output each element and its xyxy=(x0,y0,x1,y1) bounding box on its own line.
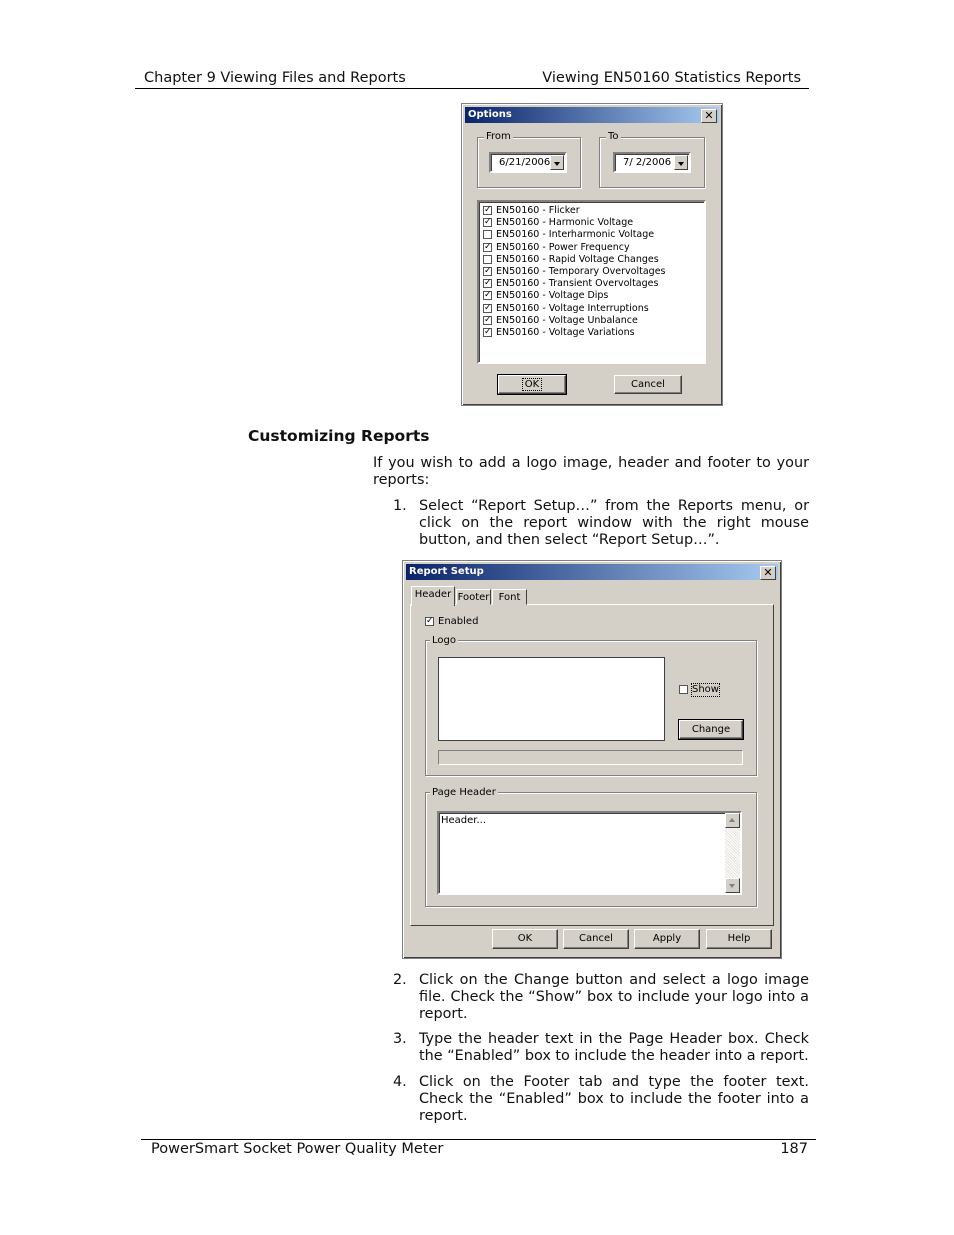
step-text: Click on the Footer tab and type the footer text. Check the “Enabled” box to include the footer into a report. xyxy=(419,1074,809,1124)
list-item xyxy=(393,498,809,549)
enabled-label: Enabled xyxy=(438,616,479,627)
item-label: EN50160 - Voltage Variations xyxy=(496,327,635,338)
item-label: EN50160 - Voltage Unbalance xyxy=(496,314,638,326)
checkbox[interactable] xyxy=(483,291,492,300)
scrollbar[interactable] xyxy=(725,813,740,893)
page-number: 187 xyxy=(780,1141,808,1157)
step-text: Select “Report Setup…” from the Reports menu, or click on the report window with the right mouse button, and then select “Report Setup…”. xyxy=(419,498,809,548)
to-label: To xyxy=(608,131,619,142)
step-number: 2. xyxy=(393,972,407,988)
tab-header[interactable]: Header xyxy=(411,586,455,606)
item-label: EN50160 - Voltage Interruptions xyxy=(496,302,649,314)
checkbox[interactable] xyxy=(483,267,492,276)
list-item xyxy=(393,972,809,1023)
item-label: EN50160 - Transient Overvoltages xyxy=(496,278,659,290)
header-text-area[interactable] xyxy=(437,811,742,895)
chevron-down-icon[interactable] xyxy=(550,155,564,170)
change-button[interactable]: Change xyxy=(679,720,743,739)
chapter-title: Chapter 9 Viewing Files and Reports xyxy=(144,70,406,86)
header-text: Header... xyxy=(441,815,487,826)
checkbox[interactable] xyxy=(483,316,492,325)
step-text: Click on the Change button and select a logo image file. Check the “Show” box to include your logo into a report. xyxy=(419,972,809,1022)
scroll-down-icon[interactable] xyxy=(725,878,740,893)
report-setup-titlebar xyxy=(406,564,778,580)
checkbox[interactable] xyxy=(483,328,492,337)
report-setup-title: Report Setup xyxy=(409,566,484,577)
section-title: Viewing EN50160 Statistics Reports xyxy=(542,70,801,86)
tab-footer[interactable]: Footer xyxy=(456,589,491,605)
logo-preview xyxy=(438,657,665,741)
checkbox[interactable] xyxy=(483,206,492,215)
report-items-listbox[interactable] xyxy=(477,200,706,364)
checkbox[interactable] xyxy=(483,230,492,239)
show-checkbox[interactable] xyxy=(679,685,688,694)
logo-group-label: Logo xyxy=(432,635,456,646)
ok-button[interactable]: OK xyxy=(492,929,558,949)
header-rule xyxy=(135,88,809,89)
list-item xyxy=(393,1074,809,1124)
to-date-value: 7/ 2/2006 xyxy=(623,157,672,168)
checkbox[interactable] xyxy=(483,304,492,313)
item-label: EN50160 - Harmonic Voltage xyxy=(496,217,634,229)
to-date-combo[interactable] xyxy=(613,152,691,173)
apply-button[interactable]: Apply xyxy=(634,929,700,949)
footer-title: PowerSmart Socket Power Quality Meter xyxy=(151,1141,444,1157)
scroll-up-icon[interactable] xyxy=(725,813,740,828)
cancel-button[interactable]: Cancel xyxy=(563,929,629,949)
close-icon[interactable]: ✕ xyxy=(760,566,776,580)
options-dialog xyxy=(461,103,723,406)
item-label: EN50160 - Temporary Overvoltages xyxy=(496,266,666,277)
item-label: EN50160 - Power Frequency xyxy=(496,241,630,253)
item-label: EN50160 - Rapid Voltage Changes xyxy=(496,253,659,265)
from-date-value: 6/21/2006 xyxy=(499,157,551,168)
options-titlebar xyxy=(465,107,719,123)
footer-rule xyxy=(141,1139,816,1140)
help-button[interactable]: Help xyxy=(706,929,772,949)
checkbox[interactable] xyxy=(483,279,492,288)
step-number: 4. xyxy=(393,1074,407,1090)
cancel-button[interactable]: Cancel xyxy=(614,375,682,394)
report-setup-dialog xyxy=(402,560,782,959)
ok-button[interactable]: OK xyxy=(498,375,566,394)
step-text: Type the header text in the Page Header box. Check the “Enabled” box to include the header into a report. xyxy=(419,1031,809,1064)
logo-path-field xyxy=(438,750,743,765)
checkbox[interactable] xyxy=(483,218,492,227)
item-label: EN50160 - Voltage Dips xyxy=(496,290,609,302)
section-heading: Customizing Reports xyxy=(248,427,430,445)
item-label: EN50160 - Interharmonic Voltage xyxy=(496,229,655,241)
options-title: Options xyxy=(468,109,512,120)
intro-paragraph: If you wish to add a logo image, header and footer to your reports: xyxy=(373,455,809,488)
checkbox[interactable] xyxy=(483,243,492,252)
page-header-group-label: Page Header xyxy=(432,787,496,798)
from-date-combo[interactable] xyxy=(489,152,567,173)
item-label: EN50160 - Flicker xyxy=(496,205,580,216)
close-icon[interactable]: ✕ xyxy=(701,109,717,123)
step-number: 1. xyxy=(393,498,407,514)
tab-font[interactable]: Font xyxy=(492,589,527,605)
chevron-down-icon[interactable] xyxy=(674,155,688,170)
enabled-checkbox[interactable] xyxy=(425,617,434,626)
from-label: From xyxy=(486,131,511,142)
show-label: Show xyxy=(692,684,719,695)
list-item xyxy=(393,1031,809,1065)
checkbox[interactable] xyxy=(483,255,492,264)
step-number: 3. xyxy=(393,1031,407,1047)
